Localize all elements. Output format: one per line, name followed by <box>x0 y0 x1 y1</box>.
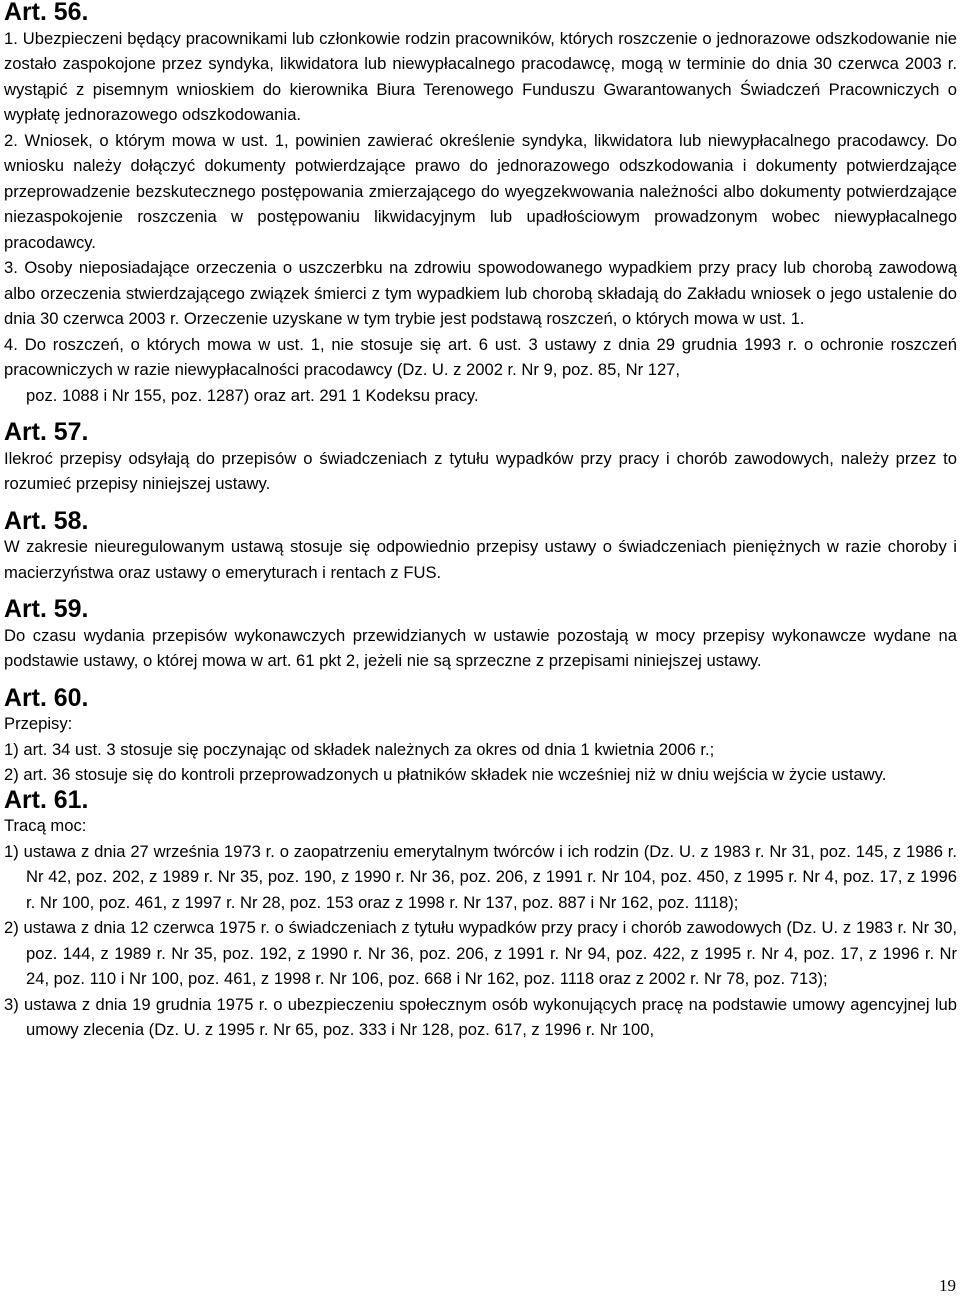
article-61-title: Art. 61. <box>4 785 89 814</box>
article-60-item-2: 2) art. 36 stosuje się do kontroli przeprowadzonych u płatników składek nie wcześniej niż w dniu wejścia w życie ustawy. <box>4 765 887 784</box>
document-page <box>4 0 957 1043</box>
article-60-item-1: 1) art. 34 ust. 3 stosuje się poczynając od składek należnych za okres od dnia 1 kwietnia 2006 r.; <box>4 739 715 759</box>
article-61-intro: Tracą moc: <box>4 816 87 835</box>
article-56-paragraph-4-continued: poz. 1088 i Nr 155, poz. 1287) oraz art. 291 1 Kodeksu pracy. <box>26 385 479 405</box>
page-number: 19 <box>939 1276 956 1295</box>
article-56-paragraph-3: 3. Osoby nieposiadające orzeczenia o uszczerbku na zdrowiu spowodowanego wypadkiem przy pracy lub chorobą zawodową albo orzeczenia stwierdzającego związek śmierci z tym wypadkiem lub chorobą składają do Zakładu wniosek o jego ustalenie do dnia 30 czerwca 2003 r. Orzeczenie uzyskane w tym trybie jest podstawą roszczeń, o których mowa w ust. 1. <box>4 258 957 328</box>
article-61-item-1: 1) ustawa z dnia 27 września 1973 r. o zaopatrzeniu emerytalnym twórców i ich rodzin (Dz. U. z 1983 r. Nr 31, poz. 145, z 1986 r. Nr 42, poz. 202, z 1989 r. Nr 35, poz. 190, z 1990 r. Nr 36, poz. 206, z 1991 r. Nr 104, poz. 450, z 1995 r. Nr 4, poz. 17, z 1996 r. Nr 100, poz. 461, z 1997 r. Nr 28, poz. 153 oraz z 1998 r. Nr 137, poz. 887 i Nr 162, poz. 1118); <box>4 841 957 912</box>
article-58-text: W zakresie nieuregulowanym ustawą stosuje się odpowiednio przepisy ustawy o świadczeniach pieniężnych w razie choroby i macierzyństwa oraz ustawy o emeryturach i rentach z FUS. <box>4 537 957 582</box>
article-61-item-2: 2) ustawa z dnia 12 czerwca 1975 r. o świadczeniach z tytułu wypadków przy pracy i chorób zawodowych (Dz. U. z 1983 r. Nr 30, poz. 144, z 1989 r. Nr 35, poz. 192, z 1990 r. Nr 36, poz. 206, z 1991 r. Nr 94, poz. 422, z 1995 r. Nr 4, poz. 17, z 1996 r. Nr 24, poz. 110 i Nr 100, poz. 461, z 1998 r. Nr 106, poz. 668 i Nr 162, poz. 1118 oraz z 2002 r. Nr 78, poz. 713); <box>4 918 957 988</box>
article-59-title: Art. 59. <box>4 595 89 623</box>
article-58-title: Art. 58. <box>4 506 89 535</box>
article-56-paragraph-2: 2. Wniosek, o którym mowa w ust. 1, powinien zawierać określenie syndyka, likwidatora lub niewypłacalnego pracodawcy. Do wniosku należy dołączyć dokumenty potwierdzające prawo do jednorazowego odszkodowania i dokumenty potwierdzające przeprowadzenie bezskutecznego postępowania zmierzającego do wyegzekwowania należności albo dokumenty potwierdzające niezaspokojenie roszczenia w postępowaniu likwidacyjnym lub upadłościowym prowadzonym wobec niewypłacalnego pracodawcy. <box>4 130 957 252</box>
article-56-paragraph-1: 1. Ubezpieczeni będący pracownikami lub członkowie rodzin pracowników, których roszczenie o jednorazowe odszkodowanie nie zostało zaspokojone przez syndyka, likwidatora lub niewypłacalnego pracodawcę, mogą w terminie do dnia 30 czerwca 2003 r. wystąpić z pisemnym wnioskiem do kierownika Biura Terenowego Funduszu Gwarantowanych Świadczeń Pracowniczych o wypłatę jednorazowego odszkodowania. <box>4 28 957 124</box>
article-59-text: Do czasu wydania przepisów wykonawczych przewidzianych w ustawie pozostają w mocy przepisy wykonawcze wydane na podstawie ustawy, o której mowa w art. 61 pkt 2, jeżeli nie są sprzeczne z przepisami niniejszej ustawy. <box>4 625 957 670</box>
article-61-item-3: 3) ustawa z dnia 19 grudnia 1975 r. o ubezpieczeniu społecznym osób wykonujących pracę na podstawie umowy agencyjnej lub umowy zlecenia (Dz. U. z 1995 r. Nr 65, poz. 333 i Nr 128, poz. 617, z 1996 r. Nr 100, <box>4 994 957 1039</box>
article-57-text: Ilekroć przepisy odsyłają do przepisów o świadczeniach z tytułu wypadków przy pracy i chorób zawodowych, należy przez to rozumieć przepisy niniejszej ustawy. <box>4 448 957 493</box>
article-56-title: Art. 56. <box>4 0 89 26</box>
article-60-intro: Przepisy: <box>4 714 73 733</box>
article-57-title: Art. 57. <box>4 418 89 446</box>
article-60-title: Art. 60. <box>4 683 89 712</box>
article-56-paragraph-4: 4. Do roszczeń, o których mowa w ust. 1, nie stosuje się art. 6 ust. 3 ustawy z dnia 29 grudnia 1993 r. o ochronie roszczeń pracowniczych w razie niewypłacalności pracodawcy (Dz. U. z 2002 r. Nr 9, poz. 85, Nr 127, <box>4 334 957 379</box>
